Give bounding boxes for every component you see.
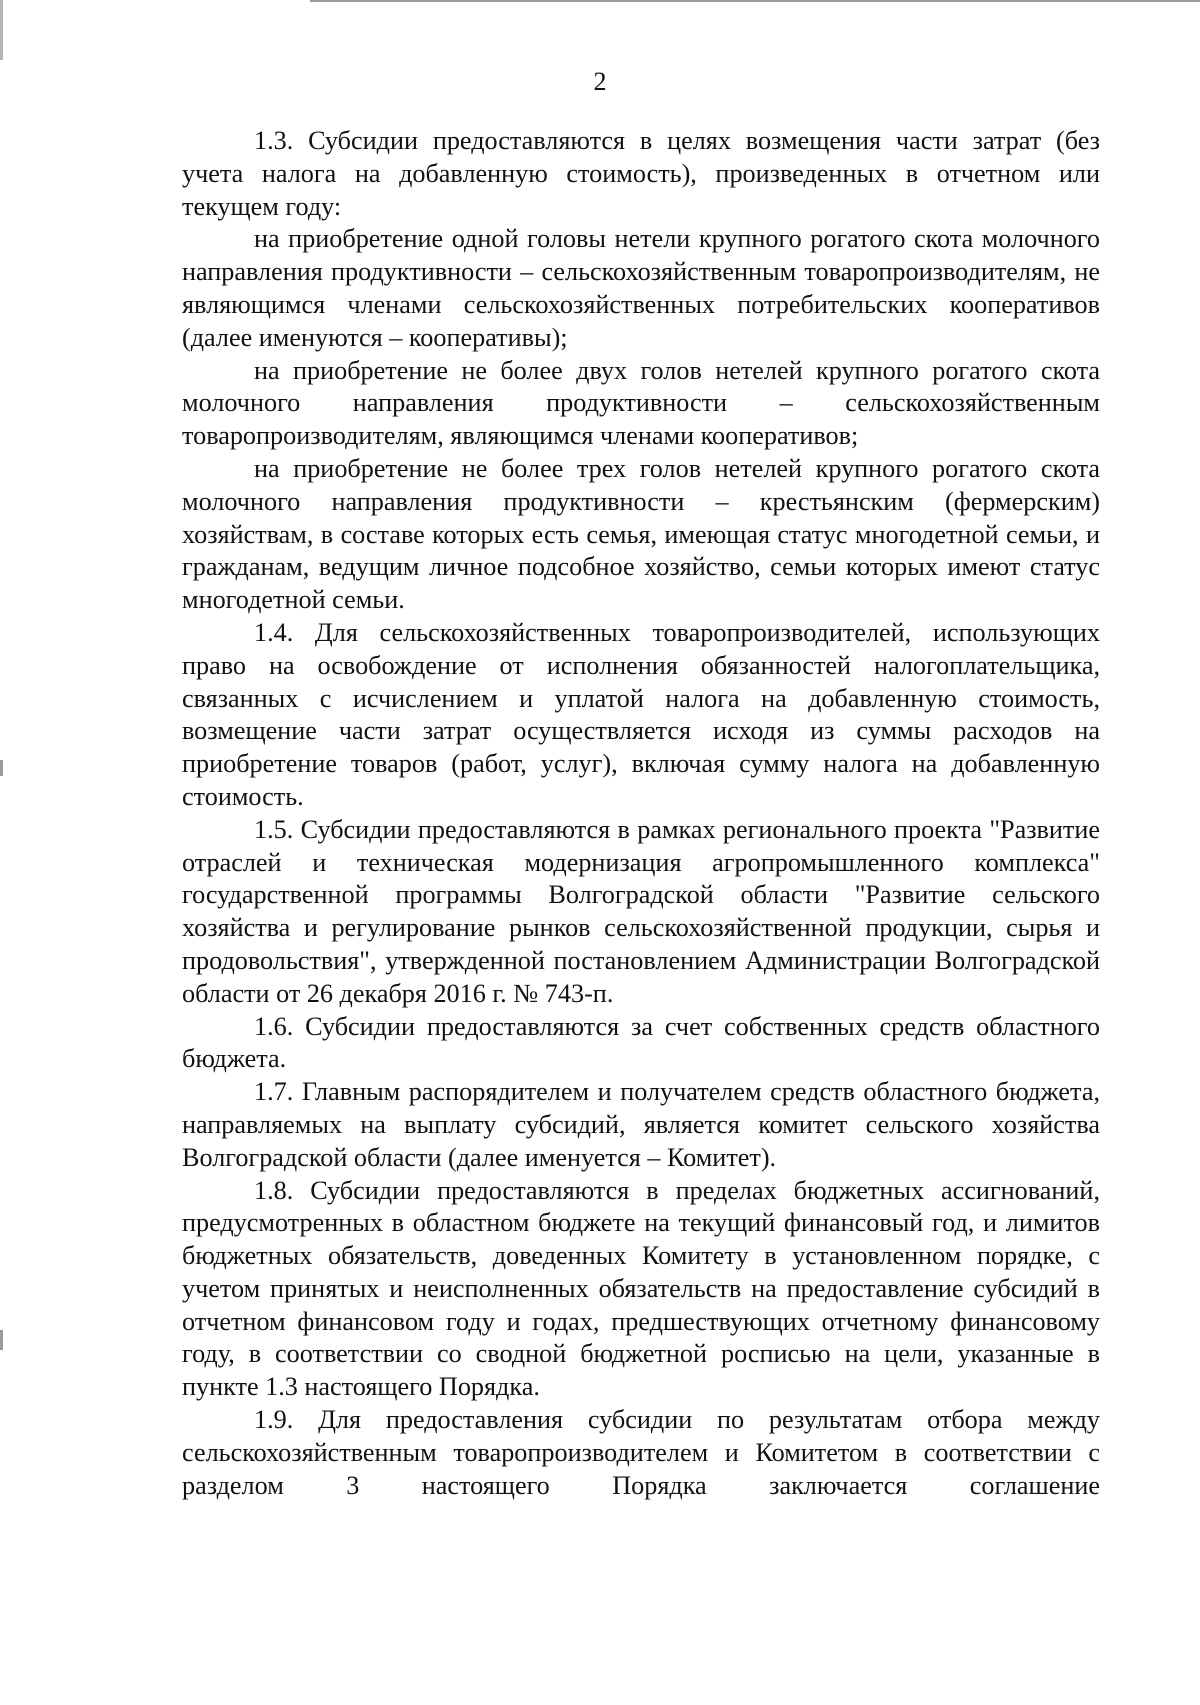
scan-edge-mark <box>0 1330 3 1350</box>
scan-edge-left <box>0 0 3 60</box>
document-body <box>182 125 1100 1502</box>
page-number: 2 <box>593 67 607 96</box>
paragraph-1-3-item-3: на приобретение не более трех голов нетелей крупного рогатого скота молочного направления продуктивности – крестьянским (фермерским) хозяйствам, в составе которых есть семья, имеющая статус многодетной семьи, и гражданам, ведущим личное подсобное хозяйство, семьи которых имеют статус многодетной семьи. <box>182 453 1100 615</box>
paragraph-1-9: 1.9. Для предоставления субсидии по результатам отбора между сельскохозяйственным товаропроизводителем и Комитетом в соответствии с разделом 3 настоящего Порядка заключается соглашение <box>182 1405 1100 1500</box>
scan-edge-top <box>310 0 1200 2</box>
paragraph-1-3-item-2: на приобретение не более двух голов нетелей крупного рогатого скота молочного направления продуктивности – сельскохозяйственным товаропроизводителям, являющимся членами кооперативов; <box>182 355 1100 451</box>
paragraph-1-4: 1.4. Для сельскохозяйственных товаропроизводителей, использующих право на освобождение от исполнения обязанностей налогоплательщика, связанных с исчислением и уплатой налога на добавленную стоимость, возмещение части затрат осуществляется исходя из суммы расходов на приобретение товаров (работ, услуг), включая сумму налога на добавленную стоимость. <box>182 617 1100 811</box>
paragraph-1-7: 1.7. Главным распорядителем и получателем средств областного бюджета, направляемых на выплату субсидий, является комитет сельского хозяйства Волгоградской области (далее именуется – Комитет). <box>182 1077 1100 1172</box>
scan-edge-mark <box>0 760 3 776</box>
paragraph-1-3-item-1: на приобретение одной головы нетели крупного рогатого скота молочного направления продуктивности – сельскохозяйственным товаропроизводителям, не являющимся членами сельскохозяйственных потребительских кооперативов (далее именуются – кооперативы); <box>182 224 1100 352</box>
paragraph-1-3: 1.3. Субсидии предоставляются в целях возмещения части затрат (без учета налога на добавленную стоимость), произведенных в отчетном или текущем году: <box>182 126 1100 221</box>
paragraph-1-5: 1.5. Субсидии предоставляются в рамках регионального проекта "Развитие отраслей и техническая модернизация агропромышленного комплекса" государственной программы Волгоградской области "Развитие сельского хозяйства и регулирование рынков сельскохозяйственной продукции, сырья и продовольствия", утвержденной постановлением Администрации Волгоградской области от 26 декабря 2016 г. № 743-п. <box>182 814 1100 1008</box>
paragraph-1-6: 1.6. Субсидии предоставляются за счет собственных средств областного бюджета. <box>182 1011 1100 1074</box>
paragraph-1-8: 1.8. Субсидии предоставляются в пределах бюджетных ассигнований, предусмотренных в областном бюджете на текущий финансовый год, и лимитов бюджетных обязательств, доведенных Комитету в установленном порядке, с учетом принятых и неисполненных обязательств на предоставление субсидий в отчетном финансовом году и годах, предшествующих отчетному финансовому году, в соответствии со сводной бюджетной росписью на цели, указанные в пункте 1.3 настоящего Порядка. <box>182 1175 1100 1402</box>
